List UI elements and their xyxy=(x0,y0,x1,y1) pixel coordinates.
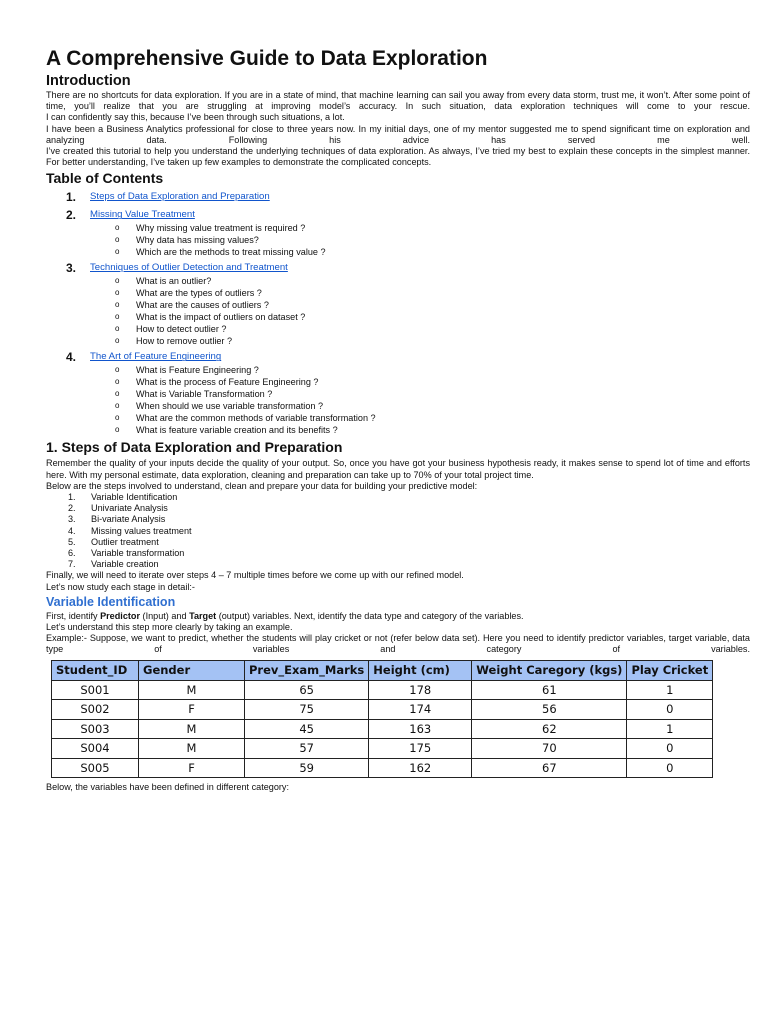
table-cell: 62 xyxy=(472,719,627,739)
table-header-cell: Height (cm) xyxy=(369,660,472,680)
table-header-cell: Prev_Exam_Marks xyxy=(245,660,369,680)
table-cell: 0 xyxy=(627,758,713,778)
toc-link[interactable]: Techniques of Outlier Detection and Treatment xyxy=(90,262,288,274)
section-1-paragraph-1: Remember the quality of your inputs decide the quality of your output. So, once you have got your business hypothesis ready, it makes sense to spend lot of time and efforts here. With my personal estimate, data exploration, cleaning and preparation can take up to 70% of your total project time. xyxy=(46,458,750,480)
table-cell: 70 xyxy=(472,739,627,759)
circle-bullet-icon: o xyxy=(115,413,120,423)
table-cell: 162 xyxy=(369,758,472,778)
circle-bullet-icon: o xyxy=(115,365,120,375)
circle-bullet-icon: o xyxy=(115,276,120,286)
intro-paragraph-3: I have been a Business Analytics professional for close to three years now. In my initial days, one of my mentor suggested me to spend significant time on exploration and analyzing data. Following his advice has served me well. xyxy=(46,123,750,145)
toc-sub-text: What is the process of Feature Engineering ? xyxy=(136,377,319,388)
step-item xyxy=(46,526,750,537)
table-cell: 1 xyxy=(627,719,713,739)
step-number: 5. xyxy=(68,536,76,547)
text-run: (output) variables. Next, identify the data type and category of the variables. xyxy=(216,610,524,621)
toc-sub-text: Which are the methods to treat missing value ? xyxy=(136,247,326,258)
table-cell: S002 xyxy=(52,700,139,720)
step-text: Variable creation xyxy=(91,559,159,570)
step-item xyxy=(46,492,750,503)
section-1-paragraph-3: Finally, we will need to iterate over steps 4 – 7 multiple times before we come up with our refined model. xyxy=(46,570,464,581)
toc-item xyxy=(46,190,750,204)
circle-bullet-icon: o xyxy=(115,247,120,257)
step-text: Univariate Analysis xyxy=(91,503,168,514)
toc-item xyxy=(46,208,750,222)
toc-item xyxy=(46,261,750,275)
table-cell: M xyxy=(139,719,245,739)
target-term: Target xyxy=(189,610,217,621)
table-cell: 67 xyxy=(472,758,627,778)
toc-sub-text: Why missing value treatment is required ? xyxy=(136,223,306,234)
toc-sub-item xyxy=(46,299,750,311)
step-number: 7. xyxy=(68,559,76,570)
toc-sub-list xyxy=(46,364,750,436)
circle-bullet-icon: o xyxy=(115,377,120,387)
circle-bullet-icon: o xyxy=(115,235,120,245)
section-1-heading: 1. Steps of Data Exploration and Preparation xyxy=(46,439,343,456)
table-row xyxy=(52,739,713,759)
steps-list xyxy=(46,492,750,570)
table-cell: S004 xyxy=(52,739,139,759)
document-title: A Comprehensive Guide to Data Exploration xyxy=(46,47,488,70)
intro-paragraph-1: There are no shortcuts for data exploration. If you are in a state of mind, that machine learning can sail you away from every data storm, trust me, it won’t. After some point of time, you’ll realize that you are struggling at improving model’s accuracy. In such situation, data exploration techniques will come to your rescue. xyxy=(46,90,750,112)
toc-number: 1. xyxy=(66,190,77,205)
table-row xyxy=(52,680,713,700)
toc-sub-item xyxy=(46,234,750,246)
intro-heading: Introduction xyxy=(46,73,131,89)
toc-sub-item xyxy=(46,376,750,388)
circle-bullet-icon: o xyxy=(115,312,120,322)
step-item xyxy=(46,503,750,514)
toc-sub-text: How to detect outlier ? xyxy=(136,324,227,335)
table-cell: 174 xyxy=(369,700,472,720)
table-cell: 0 xyxy=(627,700,713,720)
toc-sub-text: What are the types of outliers ? xyxy=(136,288,262,299)
circle-bullet-icon: o xyxy=(115,324,120,334)
circle-bullet-icon: o xyxy=(115,336,120,346)
section-1-paragraph-4: Let’s now study each stage in detail:- xyxy=(46,581,195,592)
toc-link[interactable]: Steps of Data Exploration and Preparation xyxy=(90,191,270,203)
table-cell: 175 xyxy=(369,739,472,759)
toc-heading: Table of Contents xyxy=(46,170,164,187)
text-run: First, identify xyxy=(46,610,101,621)
circle-bullet-icon: o xyxy=(115,401,120,411)
intro-paragraph-2: I can confidently say this, because I’ve been through such situations, a lot. xyxy=(46,112,345,123)
step-item xyxy=(46,514,750,525)
table-cell: 56 xyxy=(472,700,627,720)
intro-paragraph-4: I’ve created this tutorial to help you understand the underlying techniques of data exploration. As always, I’ve tried my best to explain these concepts in the simplest manner. For better understanding, I’ve taken up few examples to demonstrate the complicated concepts. xyxy=(46,146,750,168)
step-item xyxy=(46,559,750,570)
toc-sub-list xyxy=(46,275,750,347)
table-cell: 45 xyxy=(245,719,369,739)
table-cell: 1 xyxy=(627,680,713,700)
toc-sub-text: Why data has missing values? xyxy=(136,235,259,246)
circle-bullet-icon: o xyxy=(115,288,120,298)
table-cell: 59 xyxy=(245,758,369,778)
table-cell: S001 xyxy=(52,680,139,700)
variable-identification-paragraph-1 xyxy=(46,611,750,622)
table-body xyxy=(52,680,713,778)
toc-sub-text: What are the common methods of variable transformation ? xyxy=(136,413,376,424)
table-cell: 178 xyxy=(369,680,472,700)
variable-identification-paragraph-4: Below, the variables have been defined in different category: xyxy=(46,782,289,793)
table-of-contents xyxy=(46,190,750,436)
table-cell: 57 xyxy=(245,739,369,759)
table-header-cell: Weight Caregory (kgs) xyxy=(472,660,627,680)
step-item xyxy=(46,548,750,559)
table-header-cell: Gender xyxy=(139,660,245,680)
text-run: (Input) and xyxy=(140,610,190,621)
toc-sub-item xyxy=(46,400,750,412)
toc-sub-item xyxy=(46,424,750,436)
table-cell: M xyxy=(139,739,245,759)
toc-sub-item xyxy=(46,335,750,347)
step-number: 1. xyxy=(68,492,76,503)
toc-sub-item xyxy=(46,311,750,323)
step-text: Outlier treatment xyxy=(91,536,159,547)
step-text: Variable Identification xyxy=(91,492,178,503)
table-header-row xyxy=(52,660,713,680)
table-header-cell: Play Cricket xyxy=(627,660,713,680)
step-number: 4. xyxy=(68,525,76,536)
table-row xyxy=(52,700,713,720)
table-cell: F xyxy=(139,700,245,720)
toc-item xyxy=(46,350,750,364)
toc-sub-text: What is Variable Transformation ? xyxy=(136,389,273,400)
table-cell: 75 xyxy=(245,700,369,720)
predictor-term: Predictor xyxy=(100,610,141,621)
step-text: Missing values treatment xyxy=(91,525,192,536)
table-cell: 65 xyxy=(245,680,369,700)
variable-identification-heading: Variable Identification xyxy=(46,594,176,609)
toc-sub-item xyxy=(46,222,750,234)
circle-bullet-icon: o xyxy=(115,425,120,435)
toc-sub-item xyxy=(46,388,750,400)
circle-bullet-icon: o xyxy=(115,300,120,310)
step-item xyxy=(46,537,750,548)
step-number: 6. xyxy=(68,548,76,559)
toc-sub-text: What are the causes of outliers ? xyxy=(136,300,269,311)
toc-sub-item xyxy=(46,275,750,287)
variable-identification-paragraph-3: Example:- Suppose, we want to predict, whether the students will play cricket or not (refer below data set). Here you need to identify predictor variables, target variable, data type of variables and category of variables. xyxy=(46,633,750,655)
section-1-paragraph-2: Below are the steps involved to understand, clean and prepare your data for building your predictive model: xyxy=(46,480,478,491)
step-text: Variable transformation xyxy=(91,548,185,559)
toc-sub-list xyxy=(46,222,750,258)
table-cell: S005 xyxy=(52,758,139,778)
toc-number: 4. xyxy=(66,350,77,365)
toc-sub-item xyxy=(46,364,750,376)
variable-identification-paragraph-2: Let’s understand this step more clearly by taking an example. xyxy=(46,622,293,633)
toc-sub-item xyxy=(46,246,750,258)
table-header-cell: Student_ID xyxy=(52,660,139,680)
table-cell: 61 xyxy=(472,680,627,700)
table-row xyxy=(52,719,713,739)
toc-number: 3. xyxy=(66,261,77,276)
toc-sub-text: How to remove outlier ? xyxy=(136,336,233,347)
circle-bullet-icon: o xyxy=(115,223,120,233)
table-row xyxy=(52,758,713,778)
table-cell: M xyxy=(139,680,245,700)
toc-link[interactable]: The Art of Feature Engineering xyxy=(90,351,222,363)
toc-sub-text: When should we use variable transformation ? xyxy=(136,401,324,412)
table-cell: S003 xyxy=(52,719,139,739)
table-cell: F xyxy=(139,758,245,778)
circle-bullet-icon: o xyxy=(115,389,120,399)
toc-sub-text: What is the impact of outliers on dataset ? xyxy=(136,312,306,323)
table-cell: 163 xyxy=(369,719,472,739)
toc-sub-text: What is an outlier? xyxy=(136,276,212,287)
step-number: 2. xyxy=(68,503,76,514)
step-text: Bi-variate Analysis xyxy=(91,514,166,525)
toc-number: 2. xyxy=(66,208,77,223)
step-number: 3. xyxy=(68,514,76,525)
toc-sub-item xyxy=(46,323,750,335)
toc-sub-item xyxy=(46,287,750,299)
toc-sub-text: What is feature variable creation and its benefits ? xyxy=(136,425,338,436)
student-data-table xyxy=(51,660,713,779)
toc-link[interactable]: Missing Value Treatment xyxy=(90,209,195,221)
toc-sub-item xyxy=(46,412,750,424)
toc-sub-text: What is Feature Engineering ? xyxy=(136,365,259,376)
table-cell: 0 xyxy=(627,739,713,759)
